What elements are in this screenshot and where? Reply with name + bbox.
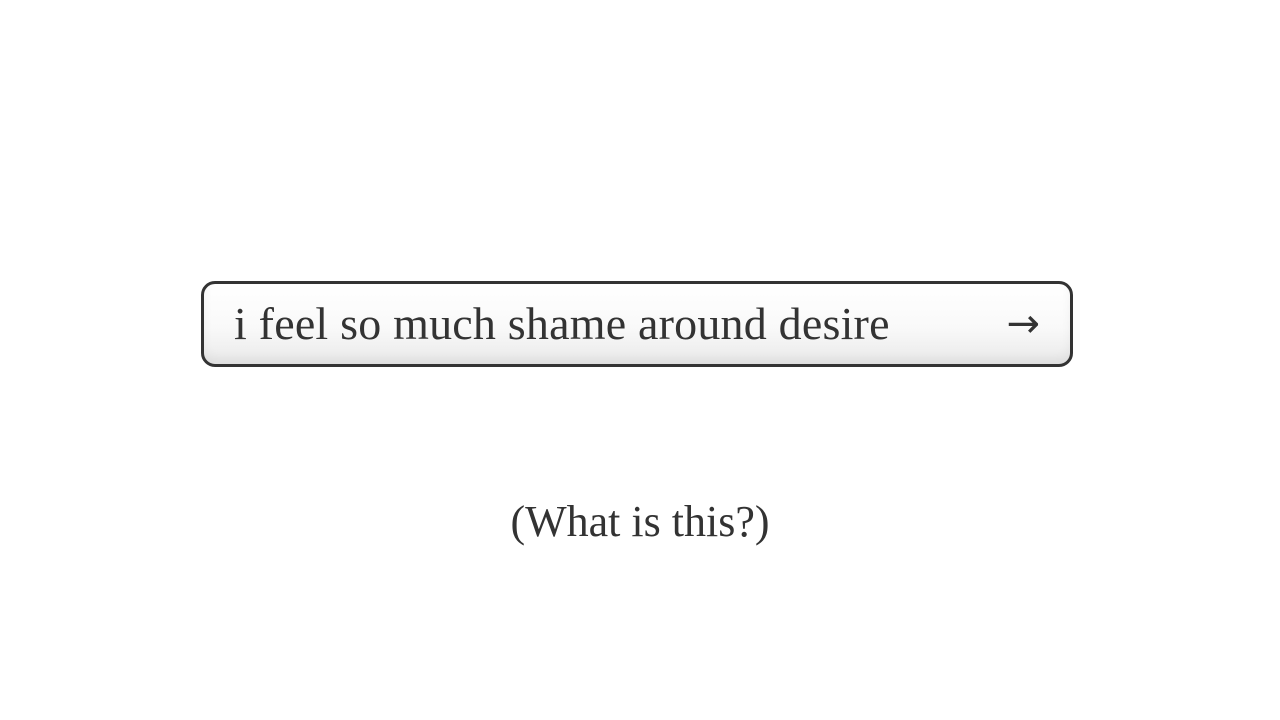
prompt-text: i feel so much shame around desire: [234, 298, 890, 349]
prompt-button[interactable]: [201, 281, 1073, 367]
right-arrow-icon: →: [1006, 301, 1040, 347]
what-is-this-link[interactable]: (What is this?): [510, 497, 770, 546]
